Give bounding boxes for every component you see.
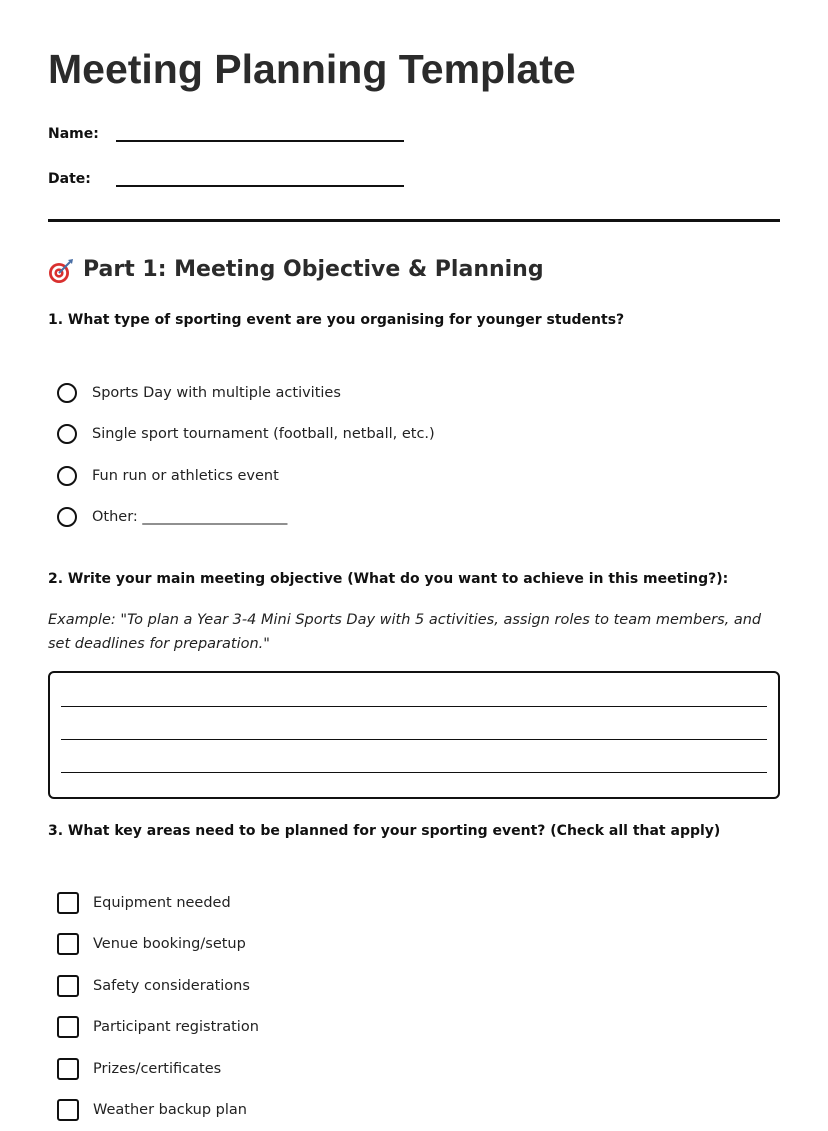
name-input[interactable] xyxy=(116,118,404,142)
date-field-row xyxy=(48,163,404,187)
event-option-other[interactable] xyxy=(57,497,435,539)
option-label: Sports Day with multiple activities xyxy=(92,385,341,401)
event-option-single-sport[interactable] xyxy=(57,414,435,456)
option-label: Weather backup plan xyxy=(93,1102,247,1118)
target-icon xyxy=(48,258,74,284)
page-title: Meeting Planning Template xyxy=(48,46,576,93)
checkbox[interactable] xyxy=(57,1058,79,1080)
check-equipment[interactable] xyxy=(57,882,259,924)
checkbox[interactable] xyxy=(57,975,79,997)
checkbox[interactable] xyxy=(57,933,79,955)
radio-button[interactable] xyxy=(57,383,77,403)
option-label: Equipment needed xyxy=(93,895,231,911)
radio-button[interactable] xyxy=(57,466,77,486)
radio-button[interactable] xyxy=(57,424,77,444)
date-input[interactable] xyxy=(116,163,404,187)
check-prizes[interactable] xyxy=(57,1048,259,1090)
option-label: Safety considerations xyxy=(93,978,250,994)
part1-heading-text: Part 1: Meeting Objective & Planning xyxy=(83,257,544,282)
checkbox[interactable] xyxy=(57,1016,79,1038)
check-registration[interactable] xyxy=(57,1007,259,1049)
check-weather[interactable] xyxy=(57,1090,259,1131)
header-divider xyxy=(48,219,780,222)
question-2: 2. Write your main meeting objective (What do you want to achieve in this meeting?): xyxy=(48,571,728,587)
option-label: Fun run or athletics event xyxy=(92,468,279,484)
option-label: Single sport tournament (football, netball, etc.) xyxy=(92,426,435,442)
question-1: 1. What type of sporting event are you organising for younger students? xyxy=(48,312,624,328)
checkbox[interactable] xyxy=(57,892,79,914)
answer-line xyxy=(61,772,767,773)
objective-example: Example: "To plan a Year 3-4 Mini Sports Day with 5 activities, assign roles to team members, and set deadlines for preparation." xyxy=(48,608,768,656)
answer-line xyxy=(61,706,767,707)
option-label: Prizes/certificates xyxy=(93,1061,221,1077)
planning-areas-checklist xyxy=(57,882,259,1131)
option-label: Participant registration xyxy=(93,1019,259,1035)
check-venue[interactable] xyxy=(57,924,259,966)
radio-button[interactable] xyxy=(57,507,77,527)
event-type-options xyxy=(57,372,435,538)
option-label: Venue booking/setup xyxy=(93,936,246,952)
name-field-row xyxy=(48,118,404,142)
check-safety[interactable] xyxy=(57,965,259,1007)
event-option-sports-day[interactable] xyxy=(57,372,435,414)
name-label: Name: xyxy=(48,126,116,142)
event-option-fun-run[interactable] xyxy=(57,455,435,497)
date-label: Date: xyxy=(48,171,116,187)
part1-heading xyxy=(48,256,544,282)
answer-line xyxy=(61,739,767,740)
option-label: Other: ____________________ xyxy=(92,509,287,525)
objective-answer-box[interactable] xyxy=(48,671,780,799)
question-3: 3. What key areas need to be planned for your sporting event? (Check all that apply) xyxy=(48,823,720,839)
